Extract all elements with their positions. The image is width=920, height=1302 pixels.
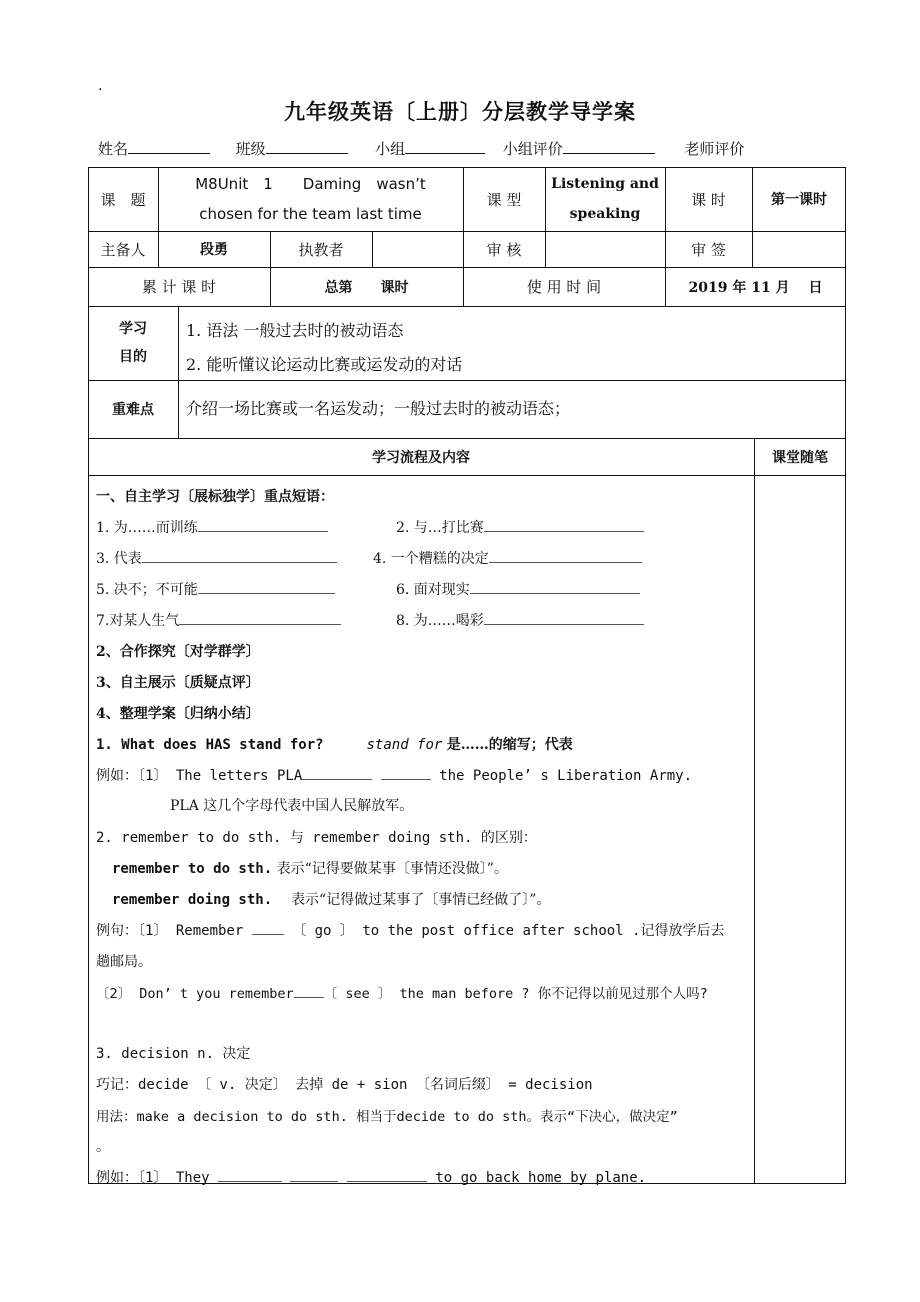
example-1-rest: the People’ s Liberation Army. bbox=[439, 768, 693, 784]
phrase-row bbox=[396, 579, 640, 599]
key-value: 介绍一场比赛或一名运发动；一般过去时的被动语态； bbox=[186, 399, 571, 418]
phrase-6-blank[interactable] bbox=[470, 580, 640, 594]
question-2: 2. remember to do sth. 与 remember doing sth. 的区别： bbox=[96, 830, 537, 846]
phrase-5: 5. 决不；不可能 bbox=[96, 582, 198, 598]
example-4-blank-a[interactable] bbox=[218, 1168, 282, 1182]
phrase-4: 4. 一个糟糕的决定 bbox=[373, 551, 489, 567]
teacher-value[interactable] bbox=[372, 231, 463, 267]
phrase-2: 2. 与…打比赛 bbox=[396, 520, 484, 536]
preparer-value: 段勇 bbox=[200, 242, 228, 258]
example-4-blank-b[interactable] bbox=[290, 1168, 338, 1182]
rule bbox=[178, 306, 179, 438]
phrase-row bbox=[373, 548, 642, 568]
phrase-row bbox=[396, 517, 644, 537]
phrase-row bbox=[96, 579, 335, 599]
phrase-6: 6. 面对现实 bbox=[396, 582, 470, 598]
example-1 bbox=[96, 765, 692, 785]
phrase-row bbox=[96, 610, 341, 630]
question-1 bbox=[96, 734, 573, 754]
usage-1 bbox=[112, 858, 508, 878]
example-3-rest: 〔 see 〕 the man before ? 你不记得以前见过那个人吗? bbox=[323, 986, 708, 1002]
key-label: 重难点 bbox=[112, 402, 154, 418]
phrase-1-blank[interactable] bbox=[198, 518, 328, 532]
goal-item: 2. 能听懂议论运动比赛或运发动的对话 bbox=[186, 355, 463, 374]
question-3-usage: 用法：make a decision to do sth. 相当于decide to do sth。表示“下决心，做决定” bbox=[96, 1109, 678, 1125]
preparer-label: 主备人 bbox=[100, 240, 146, 259]
topic-line-2: chosen for the team last time bbox=[199, 205, 422, 223]
phrase-1: 1. 为……而训练 bbox=[96, 520, 198, 536]
phrase-5-blank[interactable] bbox=[198, 580, 335, 594]
section-2-heading: 2、合作探究〔对学群学〕 bbox=[96, 644, 260, 660]
date-value: 2019 年 11 月 日 bbox=[688, 279, 823, 296]
phrase-8: 8. 为……喝彩 bbox=[396, 613, 484, 629]
example-2 bbox=[96, 920, 724, 940]
group-field[interactable] bbox=[405, 139, 485, 154]
usetime-label: 使 用 时 间 bbox=[526, 278, 602, 296]
example-4-blank-c[interactable] bbox=[347, 1168, 427, 1182]
question-1-meaning: 是……的缩写；代表 bbox=[446, 737, 573, 753]
rule bbox=[88, 475, 846, 476]
example-4 bbox=[96, 1167, 646, 1187]
sign-label: 审 签 bbox=[691, 240, 726, 259]
goal-item: 1. 语法 一般过去时的被动语态 bbox=[186, 321, 404, 340]
usage-2-phrase: remember doing sth. bbox=[112, 892, 273, 908]
phrase-row bbox=[396, 610, 644, 630]
group-label: 小组 bbox=[375, 140, 406, 158]
example-1-blank-b[interactable] bbox=[381, 766, 431, 780]
phrase-7: 7.对某人生气 bbox=[96, 613, 180, 629]
type-label: 课 型 bbox=[486, 190, 522, 209]
review-label: 审 核 bbox=[486, 240, 522, 259]
phrase-3-blank[interactable] bbox=[142, 549, 337, 563]
example-3 bbox=[96, 982, 708, 1002]
goal-label bbox=[88, 306, 178, 380]
group-eval-label: 小组评价 bbox=[502, 140, 563, 158]
section-1-heading: 一、自主学习〔展标独学〕重点短语： bbox=[96, 489, 334, 505]
goal-list bbox=[186, 314, 462, 382]
section-4-heading: 4、整理学案〔归纳小结〕 bbox=[96, 706, 260, 722]
rule bbox=[754, 438, 755, 1184]
goal-label-1: 学习 bbox=[119, 321, 147, 337]
phrase-7-blank[interactable] bbox=[179, 611, 341, 625]
group-eval-field[interactable] bbox=[563, 139, 655, 154]
usage-1-meaning: 表示“记得要做某事〔事情还没做〕”。 bbox=[276, 861, 508, 877]
usage-1-phrase: remember to do sth. bbox=[112, 861, 273, 877]
class-label: 班级 bbox=[235, 140, 266, 158]
question-1-text: 1. What does HAS stand for? bbox=[96, 737, 324, 753]
type-value bbox=[545, 167, 665, 231]
flow-header: 学习流程及内容 bbox=[372, 449, 470, 466]
teacher-label: 执教者 bbox=[298, 240, 344, 259]
type-value-2: speaking bbox=[569, 206, 641, 222]
example-4-rest: to go back home by plane. bbox=[435, 1170, 647, 1186]
example-2-text: 例句：〔1〕 Remember bbox=[96, 923, 244, 939]
example-2-blank[interactable] bbox=[252, 921, 284, 935]
example-1-translation: PLA 这几个字母代表中国人民解放军。 bbox=[170, 798, 414, 814]
total-periods: 总第 课时 bbox=[324, 279, 409, 296]
topic-value bbox=[158, 167, 463, 231]
example-1-blank-a[interactable] bbox=[302, 766, 372, 780]
question-3: 3. decision n. 决定 bbox=[96, 1046, 251, 1062]
rule bbox=[88, 306, 846, 307]
teacher-eval-label: 老师评价 bbox=[684, 140, 745, 158]
page-dot: . bbox=[98, 78, 103, 94]
question-3-usage-end: 。 bbox=[96, 1139, 110, 1155]
topic-line-1: M8Unit 1 Daming wasn’t bbox=[195, 175, 426, 193]
example-3-text: 〔2〕 Don’ t you remember bbox=[96, 986, 294, 1002]
phrase-row bbox=[96, 517, 328, 537]
name-label: 姓名 bbox=[98, 140, 129, 158]
type-value-1: Listening and bbox=[551, 176, 659, 192]
phrase-row bbox=[96, 548, 337, 568]
period-label: 课 时 bbox=[691, 190, 726, 209]
topic-label: 课 题 bbox=[100, 190, 146, 209]
question-3-tip: 巧记：decide 〔 v. 决定〕 去掉 de + sion 〔名词后缀〕 = decision bbox=[96, 1077, 593, 1093]
notes-header: 课堂随笔 bbox=[772, 449, 828, 466]
example-4-text: 例如：〔1〕 They bbox=[96, 1170, 210, 1186]
section-3-heading: 3、自主展示〔质疑点评〕 bbox=[96, 675, 260, 691]
student-info-line bbox=[98, 138, 744, 159]
example-2-rest: 〔 go 〕 to the post office after school .记得放学后去 bbox=[292, 923, 725, 939]
phrase-4-blank[interactable] bbox=[489, 549, 642, 563]
example-2-continued: 趟邮局。 bbox=[96, 954, 152, 970]
cumulative-label: 累 计 课 时 bbox=[141, 278, 217, 296]
page-title: 九年级英语〔上册〕分层教学导学案 bbox=[284, 100, 636, 124]
example-1-text: 例如：〔1〕 The letters PLA bbox=[96, 768, 303, 784]
goal-label-2: 目的 bbox=[119, 349, 147, 365]
usage-2 bbox=[112, 889, 550, 909]
question-1-phrase: stand for bbox=[366, 737, 443, 753]
phrase-2-blank[interactable] bbox=[484, 518, 644, 532]
usage-2-meaning: 表示“记得做过某事了〔事情已经做了〕”。 bbox=[291, 892, 551, 908]
class-field[interactable] bbox=[266, 139, 348, 154]
phrase-3: 3. 代表 bbox=[96, 551, 142, 567]
name-field[interactable] bbox=[128, 139, 210, 154]
example-3-blank[interactable] bbox=[294, 984, 324, 998]
phrase-8-blank[interactable] bbox=[484, 611, 644, 625]
period-value: 第一课时 bbox=[771, 192, 827, 208]
